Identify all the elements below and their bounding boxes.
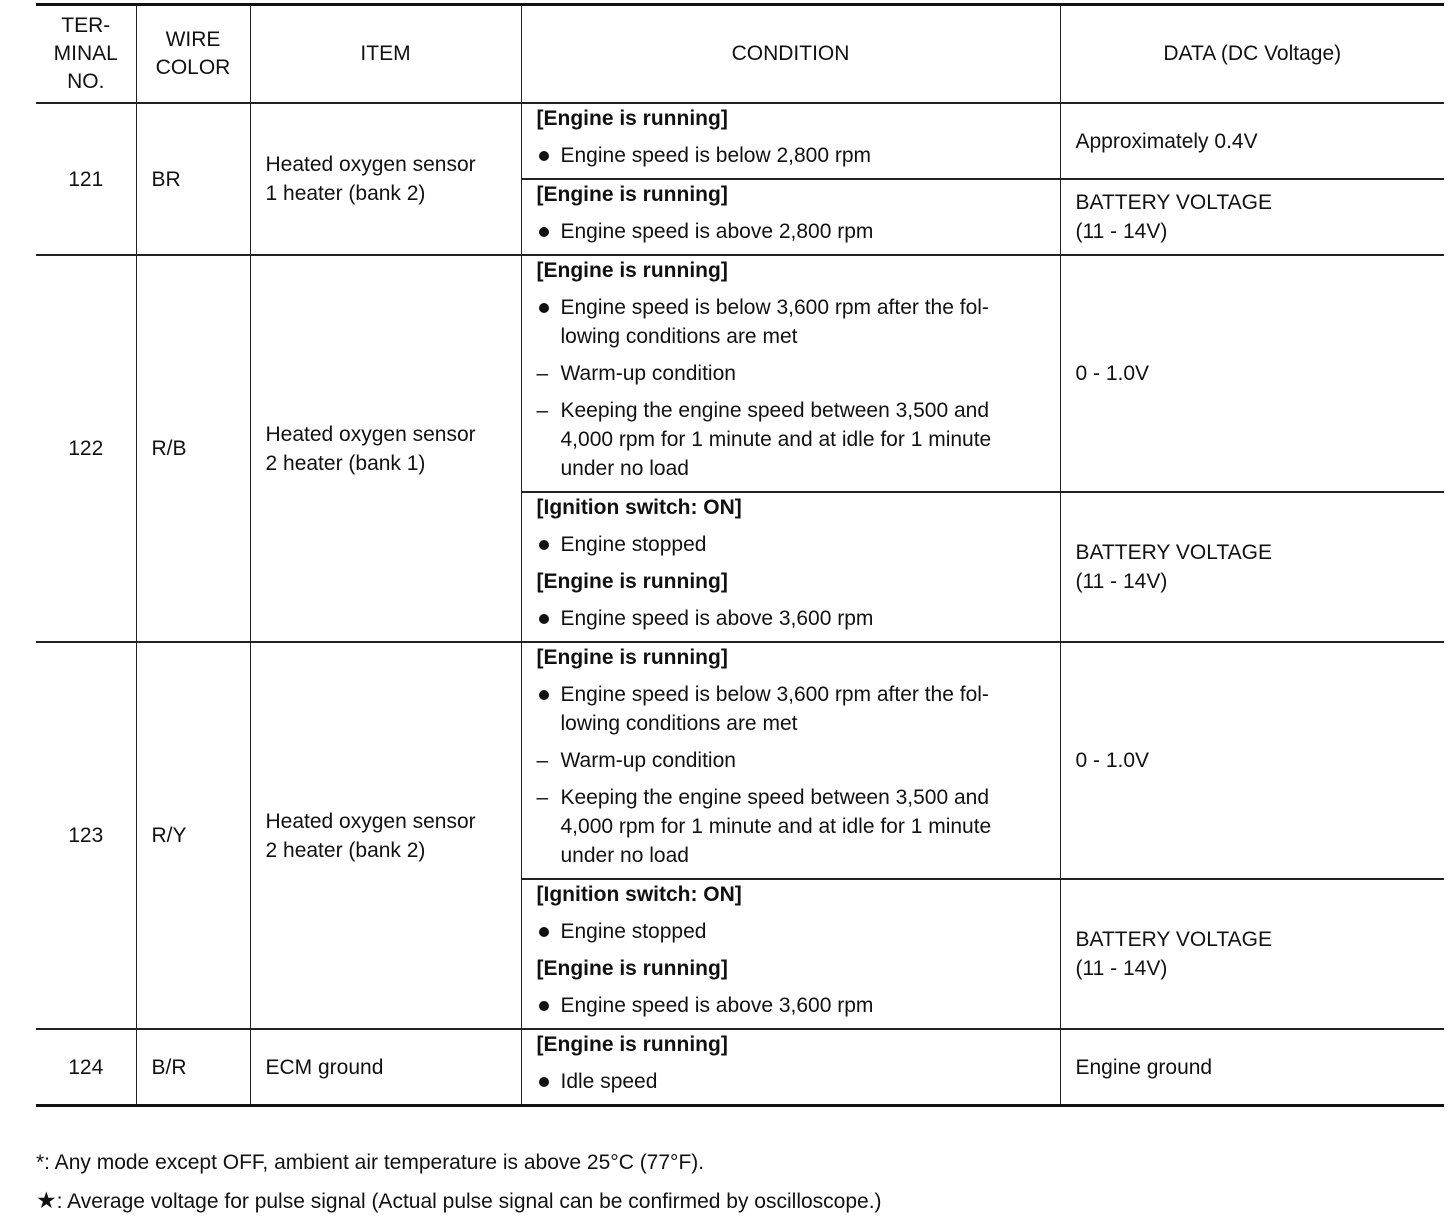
condition-header: [Engine is running] bbox=[536, 183, 728, 206]
condition-bullet bbox=[537, 680, 1045, 738]
item-cell: ECM ground bbox=[250, 1029, 521, 1106]
wire-color-cell: R/Y bbox=[136, 642, 250, 1029]
condition-bullet bbox=[537, 1067, 1045, 1096]
data-voltage-text: BATTERY VOLTAGE (11 - 14V) bbox=[1075, 928, 1272, 980]
table-row bbox=[36, 1029, 1444, 1106]
condition-text: Idle speed bbox=[560, 1070, 658, 1093]
condition-subitem bbox=[537, 783, 1045, 870]
header-item: ITEM bbox=[250, 5, 521, 104]
condition-text: Keeping the engine speed between 3,500 and 4,000 rpm for 1 minute and at idle for 1 minute under no load bbox=[560, 786, 992, 867]
condition-header: [Engine is running] bbox=[536, 646, 728, 669]
data-voltage-cell bbox=[1060, 103, 1444, 179]
terminal-no-cell: 124 bbox=[36, 1029, 136, 1106]
condition-header: [Engine is running] bbox=[536, 570, 728, 593]
condition-text: Engine speed is below 3,600 rpm after the fol- lowing conditions are met bbox=[560, 296, 989, 348]
condition-subitem bbox=[537, 396, 1045, 483]
header-condition: CONDITION bbox=[521, 5, 1060, 104]
condition-text: Engine speed is below 2,800 rpm bbox=[560, 144, 872, 167]
condition-subitem bbox=[537, 359, 1045, 388]
table-row bbox=[36, 255, 1444, 492]
condition-bullet bbox=[537, 917, 1045, 946]
item-cell: Heated oxygen sensor 2 heater (bank 2) bbox=[250, 642, 521, 1029]
condition-cell bbox=[521, 492, 1060, 642]
condition-cell bbox=[521, 1029, 1060, 1106]
data-voltage-text: Engine ground bbox=[1075, 1055, 1213, 1079]
terminal-no-cell: 122 bbox=[36, 255, 136, 642]
header-data: DATA (DC Voltage) bbox=[1060, 5, 1444, 104]
footnote-pulse bbox=[36, 1186, 882, 1216]
condition-bullet bbox=[537, 604, 1045, 633]
condition-header: [Engine is running] bbox=[536, 259, 728, 282]
condition-cell bbox=[521, 179, 1060, 255]
table-body bbox=[36, 103, 1444, 1106]
table-header-row bbox=[36, 5, 1444, 104]
item-cell: Heated oxygen sensor 1 heater (bank 2) bbox=[250, 103, 521, 255]
condition-header: [Engine is running] bbox=[536, 1033, 728, 1056]
footnote-pulse-text: : Average voltage for pulse signal (Actual pulse signal can be confirmed by oscilloscope.) bbox=[56, 1190, 882, 1213]
condition-bullet bbox=[537, 293, 1045, 351]
data-voltage-cell bbox=[1060, 879, 1444, 1029]
data-voltage-text: BATTERY VOLTAGE (11 - 14V) bbox=[1075, 191, 1272, 243]
condition-header: [Ignition switch: ON] bbox=[536, 883, 742, 906]
condition-text: Engine speed is above 3,600 rpm bbox=[560, 994, 874, 1017]
star-icon: ★ bbox=[36, 1187, 57, 1213]
condition-header: [Engine is running] bbox=[536, 957, 728, 980]
wire-color-cell: BR bbox=[136, 103, 250, 255]
table-row bbox=[36, 642, 1444, 879]
data-voltage-text: Approximately 0.4V bbox=[1075, 129, 1258, 153]
data-voltage-text: BATTERY VOLTAGE (11 - 14V) bbox=[1075, 541, 1272, 593]
condition-text: Engine speed is above 3,600 rpm bbox=[560, 607, 874, 630]
condition-bullet bbox=[537, 217, 1045, 246]
data-voltage-cell bbox=[1060, 1029, 1444, 1106]
item-cell: Heated oxygen sensor 2 heater (bank 1) bbox=[250, 255, 521, 642]
condition-text: Engine stopped bbox=[560, 533, 707, 556]
footnote-mode: *: Any mode except OFF, ambient air temperature is above 25°C (77°F). bbox=[36, 1151, 705, 1174]
condition-cell bbox=[521, 879, 1060, 1029]
footnotes bbox=[36, 1148, 882, 1216]
data-voltage-text: 0 - 1.0V bbox=[1075, 362, 1150, 385]
data-voltage-cell bbox=[1060, 179, 1444, 255]
condition-header: [Ignition switch: ON] bbox=[536, 496, 742, 519]
condition-bullet bbox=[537, 530, 1045, 559]
condition-cell bbox=[521, 255, 1060, 492]
condition-cell bbox=[521, 642, 1060, 879]
data-voltage-cell bbox=[1060, 492, 1444, 642]
condition-text: Keeping the engine speed between 3,500 and 4,000 rpm for 1 minute and at idle for 1 minute under no load bbox=[560, 399, 992, 480]
condition-header: [Engine is running] bbox=[536, 107, 728, 130]
wire-color-cell: R/B bbox=[136, 255, 250, 642]
condition-text: Engine stopped bbox=[560, 920, 707, 943]
condition-text: Warm-up condition bbox=[560, 362, 736, 385]
header-terminal-no: TER- MINAL NO. bbox=[36, 5, 136, 104]
terminal-no-cell: 121 bbox=[36, 103, 136, 255]
terminal-no-cell: 123 bbox=[36, 642, 136, 1029]
table-row bbox=[36, 103, 1444, 179]
condition-cell bbox=[521, 103, 1060, 179]
condition-text: Engine speed is above 2,800 rpm bbox=[560, 220, 874, 243]
data-voltage-cell bbox=[1060, 642, 1444, 879]
condition-bullet bbox=[537, 991, 1045, 1020]
condition-text: Engine speed is below 3,600 rpm after the fol- lowing conditions are met bbox=[560, 683, 989, 735]
condition-text: Warm-up condition bbox=[560, 749, 736, 772]
wire-color-cell: B/R bbox=[136, 1029, 250, 1106]
condition-bullet bbox=[537, 141, 1045, 170]
data-voltage-cell bbox=[1060, 255, 1444, 492]
condition-subitem bbox=[537, 746, 1045, 775]
terminal-spec-table bbox=[36, 3, 1444, 1107]
data-voltage-text: 0 - 1.0V bbox=[1075, 749, 1150, 772]
header-wire-color: WIRE COLOR bbox=[136, 5, 250, 104]
